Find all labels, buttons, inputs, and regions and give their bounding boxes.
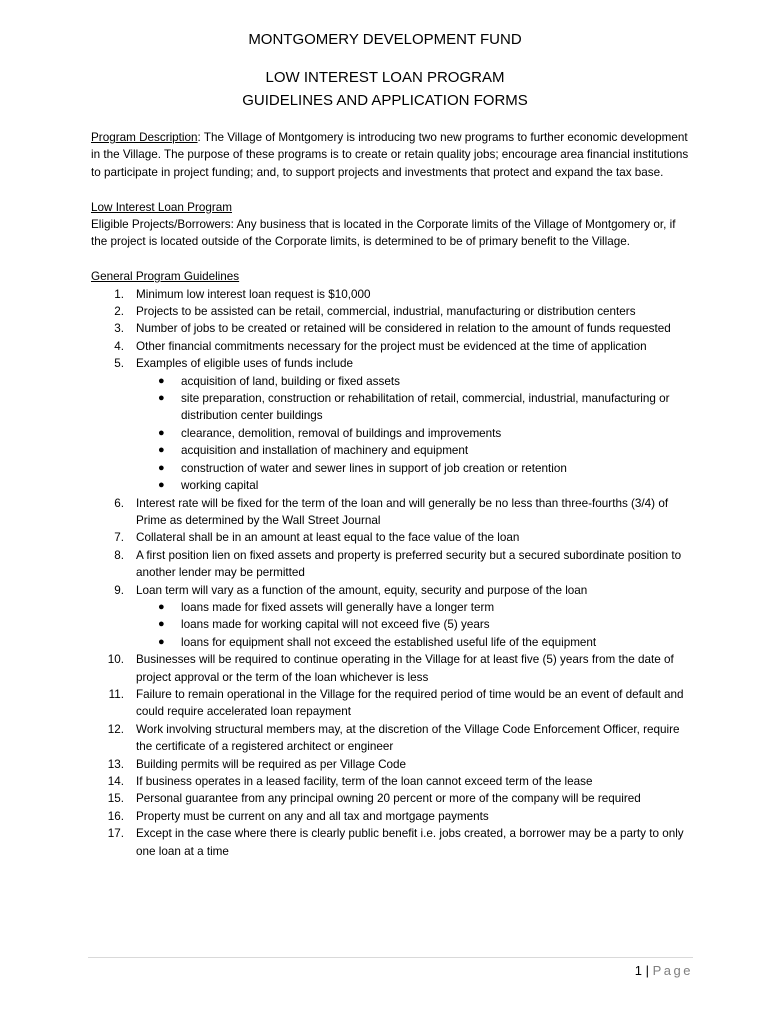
bullet-icon: ● — [158, 618, 165, 631]
bullet-icon: ● — [158, 600, 165, 613]
list-item: 4. Other financial commitments necessary for the project must be evidenced at the time of application — [114, 339, 647, 353]
eligible-borrowers-text: Eligible Projects/Borrowers: Any business that is located in the Corporate limits of the Village of Montgomery or, if the project is located outside of the Corporate limits, is determined to be of primary benefit to the Village. — [91, 218, 676, 249]
list-item: 8. A first position lien on fixed assets and property is preferred security but a secured subordinate position to another lender may be permitted — [114, 548, 682, 580]
sub-list-item: ● loans made for fixed assets will generally have a longer term — [136, 599, 691, 616]
list-item: 11. Failure to remain operational in the Village for the required period of time would be an event of default and could require accelerated loan repayment — [108, 687, 684, 719]
list-item: 14. If business operates in a leased facility, term of the loan cannot exceed term of the lease — [107, 775, 593, 788]
loan-term-list — [136, 599, 691, 651]
document-body — [91, 129, 691, 860]
sub-list-item: ● working capital — [136, 477, 691, 494]
bullet-icon: ● — [158, 444, 165, 457]
program-title: LOW INTEREST LOAN PROGRAM — [265, 69, 505, 86]
footer-divider — [88, 957, 693, 958]
page-number: 1 — [634, 963, 643, 978]
eligible-uses-list — [136, 373, 691, 495]
list-item: 5. Examples of eligible uses of funds include ● acquisition of land, building or fixed assets ● site preparation, construction or rehabilitation of retail, commercial, industrial, manufacturing or distribution center buildings ● clearance, demolition, removal of buildings and improvements ● acquisition and installation of machinery and equipment ● construction of water and sewer lines in support of job creation or retention ● working capital — [91, 355, 691, 494]
sub-list-item: ● loans made for working capital will not exceed five (5) years — [136, 616, 691, 633]
bullet-icon: ● — [158, 426, 165, 439]
list-item: 10. Businesses will be required to continue operating in the Village for at least five (5) years from the date of project approval or the term of the loan whichever is less — [107, 653, 674, 684]
page-footer — [635, 962, 693, 980]
list-item: 1. Minimum low interest loan request is $10,000 — [114, 287, 371, 301]
program-description-label: Program Description — [91, 131, 198, 144]
list-item: 13. Building permits will be required as per Village Code — [107, 757, 407, 771]
sub-list-item: ● acquisition of land, building or fixed assets — [136, 373, 691, 390]
low-interest-heading: Low Interest Loan Program — [91, 200, 232, 214]
sub-list-item: ● site preparation, construction or rehabilitation of retail, commercial, industrial, manufacturing or distribution center buildings — [158, 392, 670, 423]
list-item: 6. Interest rate will be fixed for the term of the loan and will generally be no less than three-fourths (3/4) of Prime as determined by the Wall Street Journal — [114, 496, 669, 527]
list-item: 17. Except in the case where there is clearly public benefit i.e. jobs created, a borrower may be a party to only one loan at a time — [107, 827, 684, 858]
page-separator: | — [642, 963, 653, 978]
bullet-icon: ● — [158, 479, 165, 492]
guidelines-title: GUIDELINES AND APPLICATION FORMS — [242, 92, 528, 109]
sub-list-item: ● construction of water and sewer lines in support of job creation or retention — [136, 460, 691, 477]
list-item: 7. Collateral shall be in an amount at least equal to the face value of the loan — [114, 531, 520, 545]
list-item: 16. Property must be current on any and all tax and mortgage payments — [107, 809, 489, 823]
list-item: 15. Personal guarantee from any principal owning 20 percent or more of the company will be required — [107, 792, 641, 806]
list-item: 12. Work involving structural members may, at the discretion of the Village Code Enforcement Officer, require the certificate of a registered architect or engineer — [107, 722, 680, 754]
program-description-text: : The Village of Montgomery is introducing two new programs to further economic development in the Village. The purpose of these programs is to create or retain quality jobs; encourage area financial institutions to participate in project funding; and, to support projects and investments that protect and expand the tax base. — [91, 131, 689, 179]
bullet-icon: ● — [158, 392, 165, 405]
sub-list-item: ● acquisition and installation of machinery and equipment — [136, 442, 691, 459]
sub-list-item: ● clearance, demolition, removal of buildings and improvements — [136, 425, 691, 442]
sub-list-item: ● loans for equipment shall not exceed the established useful life of the equipment — [136, 634, 691, 651]
bullet-icon: ● — [158, 635, 165, 648]
list-item: 9. Loan term will vary as a function of the amount, equity, security and purpose of the loan ● loans made for fixed assets will generally have a longer term ● loans made for working capital will not exceed five (5) years ● loans for equipment shall not exceed the established useful life of the equipment — [91, 582, 691, 652]
document-title: MONTGOMERY DEVELOPMENT FUND — [248, 31, 522, 48]
bullet-icon: ● — [158, 461, 165, 474]
page-label: Page — [652, 963, 693, 978]
guidelines-list — [91, 286, 691, 860]
list-item: 2. Projects to be assisted can be retail, commercial, industrial, manufacturing or distribution centers — [114, 305, 636, 319]
bullet-icon: ● — [158, 374, 165, 387]
list-item: 3. Number of jobs to be created or retained will be considered in relation to the amount of funds requested — [114, 322, 671, 336]
guidelines-heading: General Program Guidelines — [91, 270, 240, 284]
program-description — [91, 129, 691, 181]
